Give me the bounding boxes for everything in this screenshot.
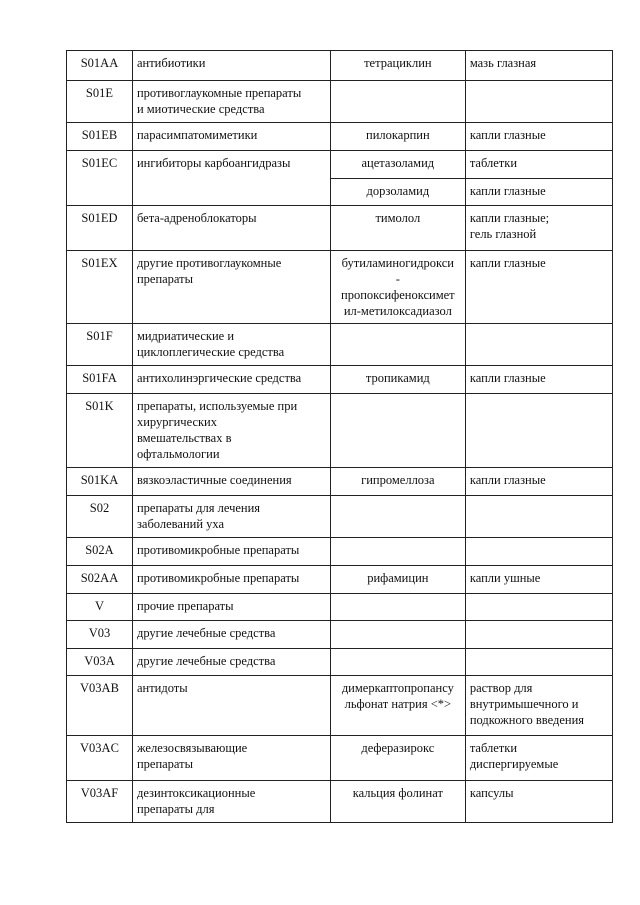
atc-code: S01EX [67, 251, 133, 324]
drug-name: пилокарпин [330, 123, 465, 151]
drug-name: дорзоламид [330, 179, 465, 206]
table-row [67, 394, 613, 468]
table-row [67, 566, 613, 594]
table-row [67, 123, 613, 151]
atc-code: V03A [67, 649, 133, 676]
atc-code: V03 [67, 621, 133, 649]
atc-code: S01ED [67, 206, 133, 251]
dosage-form: раствор для внутримышечного и подкожного введения [465, 676, 612, 736]
table-row [67, 468, 613, 496]
group-name: дезинтоксикационные препараты для [132, 781, 330, 823]
drug-name [330, 394, 465, 468]
table-row [67, 324, 613, 366]
group-name: препараты, используемые при хирургических вмешательствах в офтальмологии [132, 394, 330, 468]
drug-name: тетрациклин [330, 51, 465, 81]
table-row [67, 51, 613, 81]
atc-code: S01AA [67, 51, 133, 81]
atc-code: S01KA [67, 468, 133, 496]
table-row [67, 676, 613, 736]
table-row [67, 736, 613, 781]
table-row [67, 496, 613, 538]
group-name: другие лечебные средства [132, 649, 330, 676]
group-name: антидоты [132, 676, 330, 736]
drug-name: кальция фолинат [330, 781, 465, 823]
group-name: ингибиторы карбоангидразы [132, 151, 330, 206]
group-name: парасимпатомиметики [132, 123, 330, 151]
drug-name: тропикамид [330, 366, 465, 394]
atc-code: S01EC [67, 151, 133, 206]
dosage-form [465, 621, 612, 649]
group-name: железосвязывающие препараты [132, 736, 330, 781]
dosage-form [465, 594, 612, 621]
drug-name: ацетазоламид [330, 151, 465, 179]
atc-code: V03AF [67, 781, 133, 823]
atc-code: S01F [67, 324, 133, 366]
dosage-form: капли глазные [465, 366, 612, 394]
group-name: антибиотики [132, 51, 330, 81]
table-row [67, 366, 613, 394]
atc-code: S02 [67, 496, 133, 538]
group-name: вязкоэластичные соединения [132, 468, 330, 496]
dosage-form: капли глазные [465, 251, 612, 324]
drug-name-part: пропоксифеноксимет ил-метилоксадиазол [341, 288, 455, 318]
dosage-form [465, 324, 612, 366]
atc-code: V03AB [67, 676, 133, 736]
dosage-form: капли глазные; гель глазной [465, 206, 612, 251]
drug-name: гипромеллоза [330, 468, 465, 496]
dosage-form: таблетки диспергируемые [465, 736, 612, 781]
drug-name [330, 538, 465, 566]
drug-name: рифамицин [330, 566, 465, 594]
dosage-form: капли глазные [465, 179, 612, 206]
dosage-form [465, 81, 612, 123]
group-name: мидриатические и циклоплегические средства [132, 324, 330, 366]
group-name: препараты для лечения заболеваний уха [132, 496, 330, 538]
dosage-form: капли ушные [465, 566, 612, 594]
drug-name [330, 496, 465, 538]
drug-name: тимолол [330, 206, 465, 251]
group-name: бета-адреноблокаторы [132, 206, 330, 251]
drug-name: димеркаптопропансу льфонат натрия <*> [330, 676, 465, 736]
hyphen-mark: - [395, 272, 400, 286]
drug-name [330, 621, 465, 649]
table-row [67, 621, 613, 649]
atc-code: S01EB [67, 123, 133, 151]
atc-code: S01K [67, 394, 133, 468]
atc-code: S02A [67, 538, 133, 566]
table-row [67, 206, 613, 251]
dosage-form: мазь глазная [465, 51, 612, 81]
group-name: противомикробные препараты [132, 566, 330, 594]
drug-table [66, 50, 613, 823]
group-name: антихолинэргические средства [132, 366, 330, 394]
drug-name [330, 324, 465, 366]
drug-name [330, 251, 465, 324]
atc-code: S01FA [67, 366, 133, 394]
dosage-form [465, 538, 612, 566]
drug-name: деферазирокс [330, 736, 465, 781]
group-name: противоглаукомные препараты и миотические средства [132, 81, 330, 123]
table-row [67, 151, 613, 179]
drug-name [330, 594, 465, 621]
table-row [67, 781, 613, 823]
group-name: другие лечебные средства [132, 621, 330, 649]
dosage-form [465, 496, 612, 538]
atc-code: S01E [67, 81, 133, 123]
group-name: противомикробные препараты [132, 538, 330, 566]
dosage-form [465, 394, 612, 468]
group-name: другие противоглаукомные препараты [132, 251, 330, 324]
group-name: прочие препараты [132, 594, 330, 621]
atc-code: S02AA [67, 566, 133, 594]
atc-code: V03AC [67, 736, 133, 781]
drug-name [330, 81, 465, 123]
dosage-form: капсулы [465, 781, 612, 823]
table-row [67, 81, 613, 123]
table-row [67, 251, 613, 324]
dosage-form: капли глазные [465, 123, 612, 151]
table-row [67, 594, 613, 621]
drug-name [330, 649, 465, 676]
table-row [67, 649, 613, 676]
atc-code: V [67, 594, 133, 621]
dosage-form: таблетки [465, 151, 612, 179]
drug-name-part: бутиламиногидрокси [341, 256, 454, 270]
dosage-form: капли глазные [465, 468, 612, 496]
dosage-form [465, 649, 612, 676]
table-row [67, 538, 613, 566]
